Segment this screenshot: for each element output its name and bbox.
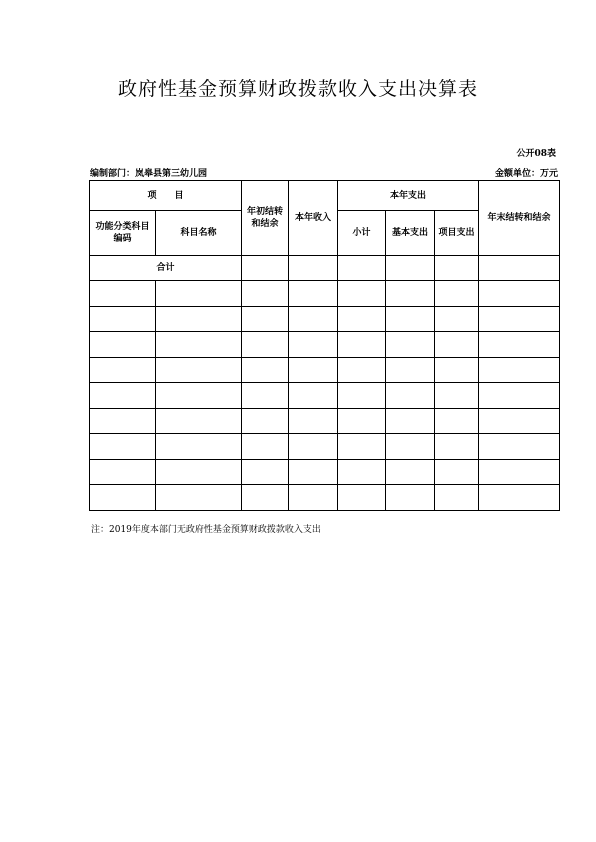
table-row (90, 332, 560, 358)
cell (289, 256, 338, 281)
table-cell (90, 357, 156, 383)
table-cell (435, 357, 479, 383)
table-cell (435, 306, 479, 332)
header-subject-name: 科目名称 (156, 211, 242, 256)
table-cell (435, 434, 479, 460)
table-cell (435, 281, 479, 307)
cell (386, 256, 435, 281)
table-cell (242, 485, 289, 511)
table-cell (289, 383, 338, 409)
table-cell (386, 485, 435, 511)
footnote: 注：2019年度本部门无政府性基金预算财政拨款收入支出 (91, 525, 321, 535)
table-cell (386, 434, 435, 460)
table-cell (338, 383, 386, 409)
table-cell (242, 459, 289, 485)
table-cell (386, 306, 435, 332)
table-cell (338, 306, 386, 332)
table-cell (90, 332, 156, 358)
header-item: 项 目 (90, 181, 242, 211)
department-label: 编制部门：岚皋县第三幼儿园 (90, 169, 208, 179)
table-cell (479, 357, 560, 383)
table-cell (90, 281, 156, 307)
table-row (90, 383, 560, 409)
header-end-balance: 年末结转和结余 (479, 181, 560, 256)
total-label: 合计 (90, 256, 242, 281)
budget-table (89, 180, 560, 511)
table-cell (156, 281, 242, 307)
cell (435, 256, 479, 281)
table-cell (435, 332, 479, 358)
table-cell (289, 408, 338, 434)
table-cell (435, 408, 479, 434)
table-cell (479, 459, 560, 485)
table-cell (338, 459, 386, 485)
header-project-exp: 项目支出 (435, 211, 479, 256)
table-row (90, 485, 560, 511)
table-cell (90, 408, 156, 434)
table-cell (338, 434, 386, 460)
table-cell (479, 332, 560, 358)
table-cell (90, 434, 156, 460)
header-begin-balance: 年初结转和结余 (242, 181, 289, 256)
table-row (90, 408, 560, 434)
table-cell (242, 434, 289, 460)
table-cell (386, 357, 435, 383)
cell (338, 256, 386, 281)
table-cell (90, 383, 156, 409)
table-cell (156, 332, 242, 358)
table-cell (386, 332, 435, 358)
table-cell (242, 281, 289, 307)
table-cell (338, 408, 386, 434)
header-func-code: 功能分类科目编码 (90, 211, 156, 256)
table-cell (242, 383, 289, 409)
table-cell (289, 459, 338, 485)
table-cell (242, 332, 289, 358)
table-cell (479, 485, 560, 511)
cell (479, 256, 560, 281)
table-cell (156, 434, 242, 460)
table-cell (338, 357, 386, 383)
table-cell (156, 357, 242, 383)
table-cell (338, 332, 386, 358)
table-cell (479, 434, 560, 460)
table-cell (156, 408, 242, 434)
table-cell (90, 459, 156, 485)
table-cell (289, 485, 338, 511)
table-cell (435, 459, 479, 485)
header-income: 本年收入 (289, 181, 338, 256)
total-row (90, 256, 560, 281)
table-cell (479, 408, 560, 434)
header-expenditure: 本年支出 (338, 181, 479, 211)
table-row (90, 281, 560, 307)
table-cell (289, 281, 338, 307)
table-cell (435, 485, 479, 511)
table-cell (242, 408, 289, 434)
table-row (90, 357, 560, 383)
table-cell (90, 306, 156, 332)
table-cell (156, 459, 242, 485)
table-cell (386, 408, 435, 434)
table-row (90, 306, 560, 332)
table-cell (156, 306, 242, 332)
header-subtotal: 小计 (338, 211, 386, 256)
table-cell (289, 434, 338, 460)
table-cell (479, 383, 560, 409)
table-cell (338, 485, 386, 511)
table-cell (435, 383, 479, 409)
table-cell (156, 383, 242, 409)
table-cell (386, 383, 435, 409)
table-cell (90, 485, 156, 511)
header-basic-exp: 基本支出 (386, 211, 435, 256)
table-cell (289, 357, 338, 383)
table-row (90, 459, 560, 485)
unit-label: 金额单位：万元 (494, 169, 558, 179)
table-cell (479, 306, 560, 332)
table-cell (479, 281, 560, 307)
table-cell (156, 485, 242, 511)
page-title: 政府性基金预算财政拨款收入支出决算表 (117, 78, 478, 100)
table-cell (386, 459, 435, 485)
table-row (90, 434, 560, 460)
table-cell (289, 332, 338, 358)
table-cell (242, 306, 289, 332)
table-cell (386, 281, 435, 307)
table-cell (338, 281, 386, 307)
table-cell (242, 357, 289, 383)
cell (242, 256, 289, 281)
table-cell (289, 306, 338, 332)
form-number: 公开08表 (516, 149, 556, 159)
